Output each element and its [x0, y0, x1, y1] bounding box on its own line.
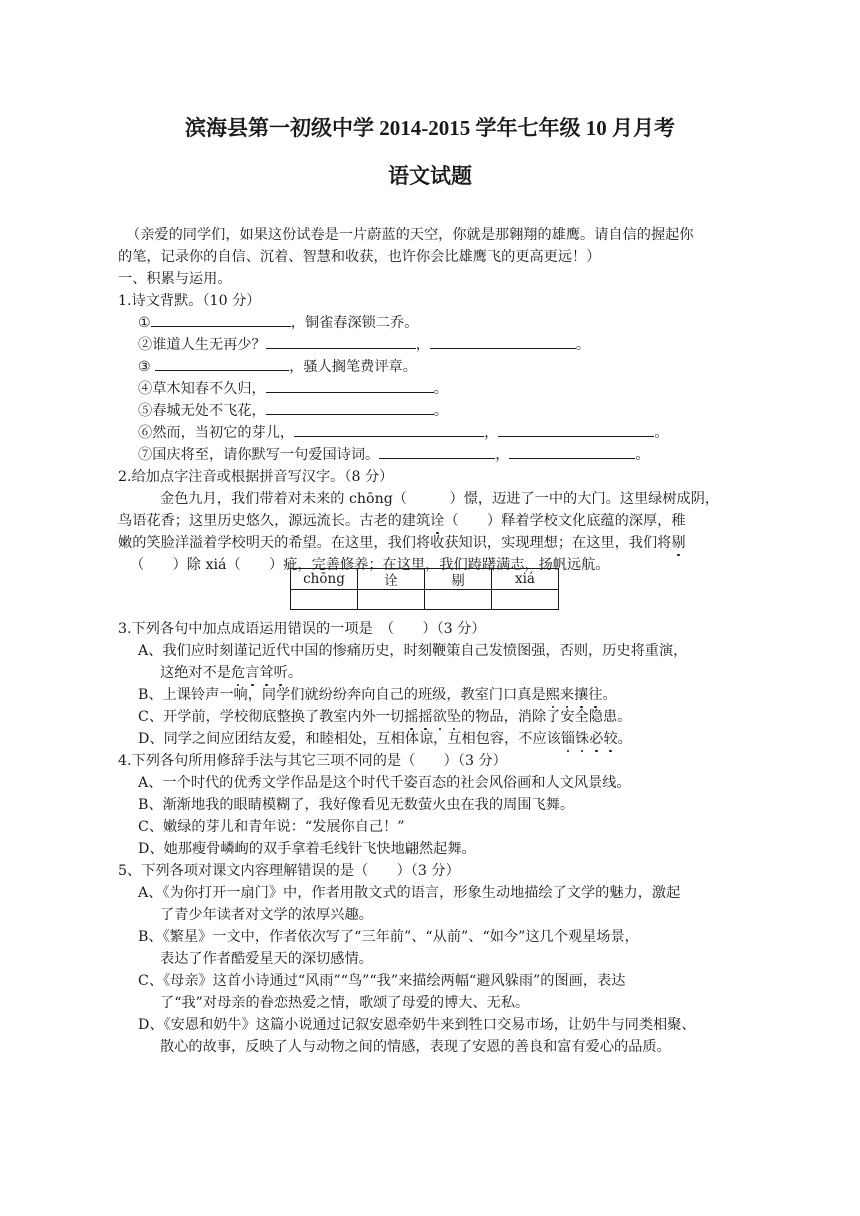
q3-text: 。: [602, 687, 617, 703]
q1-item-5-end: 。: [433, 403, 448, 419]
exam-title: 滨海县第一初级中学 2014-2015 学年七年级 10 月月考: [185, 116, 675, 140]
dotted-idiom: [231, 665, 288, 681]
q3-text: 这绝对不是: [160, 665, 231, 681]
intro-line-1: （亲爱的同学们，如果这份试卷是一片蔚蓝的天空，你就是那翱翔的雄鹰。请自信的握起你: [126, 227, 694, 243]
q2-title: 2.给加点字注音或根据拼音写汉字。（8 分）: [118, 469, 394, 485]
q1-item-3-blank[interactable]: [155, 356, 289, 371]
dotted-char: 必: [589, 731, 604, 747]
answer-table-header-cell: xiá: [492, 569, 559, 590]
q2-text: （ ）释着学校文化底蕴的深厚，稚: [444, 513, 686, 529]
q2-para-line-2: [118, 510, 686, 532]
q1-item-3-prefix: ③: [138, 359, 156, 375]
q1-item-2-blank-b[interactable]: [430, 334, 576, 349]
dotted-char: 攘: [574, 687, 589, 703]
q5-option-c-line-1: C、《母亲》这首小诗通过“风雨”“鸟”“我”来描绘两幅“避风躲雨”的图画，表达: [138, 973, 626, 989]
q5-option-c-line-2: 了“我”对母亲的眷恋热爱之情，歌颂了母爱的博大、无私。: [160, 995, 530, 1011]
answer-table-header-cell: chōng: [291, 569, 358, 590]
q5-option-a-line-2: 了青少年读者对文学的浓厚兴趣。: [160, 907, 373, 923]
q1-item-4-text: ④草木知春不久归，: [138, 381, 266, 397]
q2-text: 嫩的笑脸洋溢着学校明天的希望。在这里，我们将收获知识，实现理想；在这里，我们将: [118, 535, 672, 551]
q1-item-6-blank-b[interactable]: [498, 422, 654, 437]
q1-item-7-blank-b[interactable]: [509, 444, 635, 459]
dotted-char: 诠: [430, 513, 445, 529]
exam-subtitle: 语文试题: [388, 164, 472, 188]
q4-option-d: D、她那瘦骨嶙峋的双手拿着毛线针飞快地翩然起舞。: [138, 841, 476, 857]
dotted-idiom: [546, 687, 603, 703]
q3-text: C、开学前，学校彻底整换了教室内外一切: [138, 709, 405, 725]
q5-title: 5、下列各项对课文内容理解错误的是（ ）（3 分）: [118, 863, 460, 879]
q3-text: 的物品，消除了安全隐患。: [461, 709, 632, 725]
q3-option-a-line-1: A、我们应时刻谨记近代中国的惨痛历史，时刻鞭策自己发愤图强，否则，历史将重演，: [138, 643, 688, 659]
q5-option-d-line-2: 散心的故事，反映了人与动物之间的情感，表现了安恩的善良和富有爱心的品质。: [160, 1039, 671, 1055]
q3-text: 。: [287, 665, 302, 681]
dotted-char: 言: [245, 665, 260, 681]
dotted-idiom: [404, 709, 461, 725]
q3-option-a-line-2: [160, 662, 302, 684]
dotted-char: 听: [273, 665, 288, 681]
q1-item-4: [138, 378, 448, 400]
q3-option-b: [138, 684, 617, 706]
answer-table-header-cell: 诠: [358, 569, 425, 590]
q5-option-b-line-1: B、《繁星》一文中，作者依次写了“三年前”、“从前”、“如今”这几个观星场景，: [138, 929, 639, 945]
q4-option-b: B、渐渐地我的眼睛模糊了，我好像看见无数萤火虫在我的周围飞舞。: [138, 797, 575, 813]
q1-item-1: [138, 312, 418, 334]
q5-option-a-line-1: A、《为你打开一扇门》中，作者用散文式的语言，形象生动地描绘了文学的魅力，激起: [138, 885, 681, 901]
dotted-char: 铢: [575, 731, 590, 747]
dotted-char: 往: [588, 687, 603, 703]
answer-cell[interactable]: [425, 590, 492, 610]
answer-table-header-row: [291, 569, 559, 590]
q3-option-d: [138, 728, 632, 750]
q1-item-3: [138, 356, 417, 378]
q1-item-4-blank[interactable]: [266, 378, 434, 393]
dotted-char: 熙: [545, 687, 560, 703]
q3-option-c: [138, 706, 631, 728]
dotted-idiom: [561, 731, 618, 747]
q1-item-5-text: ⑤春城无处不飞花，: [138, 403, 266, 419]
q1-item-5: [138, 400, 448, 422]
q1-item-6-blank-a[interactable]: [294, 422, 484, 437]
q2-para-line-3: [118, 532, 686, 554]
answer-table: [290, 568, 559, 610]
dotted-char: 剔: [671, 535, 686, 551]
q1-item-5-blank[interactable]: [266, 400, 434, 415]
q3-title: 3.下列各句中加点成语运用错误的一项是 （ ）（3 分）: [118, 621, 486, 637]
q3-text: B、上课铃声一响，同学们就纷纷奔向自己的班级，教室门口真是: [138, 687, 546, 703]
dotted-char: 锱: [560, 731, 576, 747]
q1-item-7-sep: ，: [495, 447, 510, 463]
dotted-char: 较: [603, 731, 618, 747]
q1-title: 1.诗文背默。（10 分）: [118, 293, 261, 309]
dotted-char: 摇: [418, 709, 433, 725]
q1-item-6-sep: ，: [484, 425, 499, 441]
q1-item-7-end: 。: [635, 447, 650, 463]
q1-item-2-end: 。: [575, 337, 591, 353]
q1-item-2-text: ②谁道人生无再少？: [138, 337, 266, 353]
answer-table-answer-row: [291, 590, 559, 610]
q1-item-1-prefix: ①: [138, 315, 151, 331]
dotted-char: 来: [559, 687, 575, 703]
q2-text: 鸟语花香；这里历史悠久，源远流长。古老的建筑: [118, 513, 431, 529]
q3-text: D、同学之间应团结友爱，和睦相处，互相体谅，互相包容，不应该: [138, 731, 561, 747]
q1-item-2-blank-a[interactable]: [266, 334, 416, 349]
q1-item-7-text: ⑦国庆将至，请你默写一句爱国诗词。: [138, 447, 380, 463]
dotted-char: 坠: [446, 709, 462, 725]
q2-para-line-1: 金色九月，我们带着对未来的 chōng（ ）憬，迈进了一中的大门。这里绿树成阴，: [160, 491, 720, 507]
q4-title: 4.下列各句所用修辞手法与其它三项不同的是（ ）（3 分）: [118, 753, 507, 769]
q1-item-1-text: ，铜雀春深锁二乔。: [290, 315, 419, 331]
q4-option-c: C、嫩绿的芽儿和青年说：“发展你自己！”: [138, 819, 405, 835]
q4-option-a: A、一个时代的优秀文学作品是这个时代千姿百态的社会风俗画和人文风景线。: [138, 775, 631, 791]
dotted-char: 危: [230, 665, 246, 681]
answer-table-header-cell: 剔: [425, 569, 492, 590]
section-heading: 一、积累与运用。: [118, 271, 232, 287]
q1-item-2-sep: ，: [415, 337, 430, 353]
answer-cell[interactable]: [358, 590, 425, 610]
q5-option-d-line-1: D、《安恩和奶牛》这篇小说通过记叙安恩牵奶牛来到牲口交易市场，让奶牛与同类相聚、: [138, 1017, 696, 1033]
q5-option-b-line-2: 表达了作者酷爱星天的深切感情。: [160, 951, 373, 967]
dotted-char: 欲: [432, 709, 447, 725]
q1-item-7-blank-a[interactable]: [379, 444, 495, 459]
q1-item-4-end: 。: [433, 381, 448, 397]
q1-item-7: [138, 444, 650, 466]
q1-item-6-text: ⑥然而，当初它的芽儿，: [138, 425, 295, 441]
q3-text: 。: [617, 731, 632, 747]
q1-item-6-end: 。: [654, 425, 669, 441]
q1-item-1-blank[interactable]: [151, 312, 291, 327]
intro-line-2: 的笔，记录你的自信、沉着、智慧和收获，也许你会比雄鹰飞的更高更远！）: [118, 249, 601, 265]
answer-cell[interactable]: [492, 590, 559, 610]
q1-item-3-text: ，骚人搁笔费评章。: [289, 359, 417, 375]
dotted-char: 摇: [404, 709, 419, 725]
q1-item-2: [138, 334, 590, 356]
q2-para-line-4: （ ）除 xiá（ ）疵，完善修养；在这里，我们踌躇满志，扬帆远航。: [130, 557, 610, 573]
answer-cell[interactable]: [291, 590, 358, 610]
dotted-char: 耸: [259, 665, 274, 681]
q1-item-6: [138, 422, 668, 444]
